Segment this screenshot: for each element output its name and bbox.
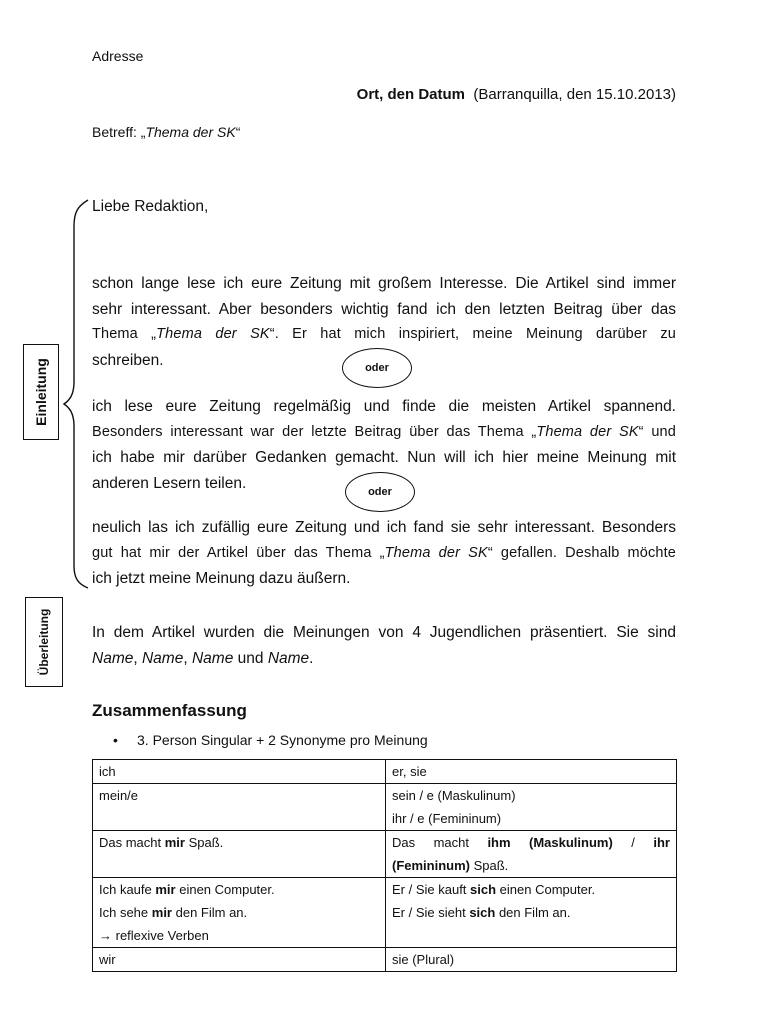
cell-text: Er / Sie kauft: [392, 882, 471, 897]
sep-1: ,: [133, 649, 142, 667]
table-cell: wir: [93, 948, 386, 972]
cell-line: [99, 901, 379, 924]
cell-text: Das macht: [99, 835, 165, 850]
oder-text-2: oder: [368, 486, 392, 498]
cell-text: Spaß.: [184, 835, 224, 850]
name-2: Name: [141, 649, 184, 667]
cell-line: [392, 901, 670, 924]
name-1: Name: [92, 649, 134, 667]
option1-line1: schon lange lese ich eure Zeitung mit großem Interesse. Die Artikel sind immer: [92, 275, 676, 292]
pronoun-table: [92, 759, 677, 972]
table-cell: sie (Plural): [386, 948, 677, 972]
cell-bold: ihr: [653, 835, 670, 850]
summary-bullet-text: 3. Person Singular + 2 Synonyme pro Meinung: [137, 732, 428, 748]
summary-heading: Zusammenfassung: [92, 701, 247, 720]
name-3: Name: [191, 649, 234, 667]
cell-bold: (Maskulinum): [529, 835, 613, 850]
table-cell: mein/e: [93, 784, 386, 831]
ueberleitung-label: [25, 597, 63, 687]
option3-line2: [92, 541, 676, 567]
ueberleitung-text: Überleitung: [37, 608, 51, 676]
and-word: und: [233, 649, 268, 667]
cell-text: Er / Sie sieht: [392, 905, 470, 920]
table-row: [93, 878, 677, 948]
oder-oval-1: [342, 348, 412, 388]
cell-text: /: [631, 835, 635, 850]
option1-line4: schreiben.: [92, 351, 164, 369]
option2-line1: ich lese eure Zeitung regelmäßig und finde die meisten Artikel spannend.: [92, 398, 676, 415]
option1-line3: [92, 322, 676, 348]
table-row: [93, 948, 677, 972]
salutation: Liebe Redaktion,: [92, 198, 209, 215]
einleitung-text: Einleitung: [33, 358, 49, 426]
cell-bold: sich: [470, 882, 497, 897]
option2-line2-pre: Besonders interessant war der letzte Beitrag über das Thema „: [92, 423, 537, 440]
subject-suffix: “: [235, 124, 241, 140]
cell-text: Ich sehe: [99, 905, 152, 920]
cell-text: macht: [433, 835, 469, 850]
einleitung-label: [23, 344, 59, 440]
option1-line2: sehr interessant. Aber besonders wichtig fand ich den letzten Beitrag über das: [92, 300, 676, 318]
table-cell: ich: [93, 760, 386, 784]
table-row: [93, 760, 677, 784]
subject-prefix: Betreff: „: [92, 124, 146, 140]
cell-bold: sich: [469, 905, 496, 920]
summary-bullet: [113, 732, 428, 748]
table-cell: [93, 831, 386, 878]
table-cell: [93, 878, 386, 948]
curly-brace: [58, 196, 94, 592]
oder-oval-2: [345, 472, 415, 512]
option1-topic: Thema der SK: [156, 326, 270, 342]
option2-line3: ich habe mir darüber Gedanken gemacht. Nun will ich hier meine Meinung mit: [92, 449, 676, 466]
cell-bold: (Femininum): [392, 858, 470, 873]
cell-line: ihr / e (Femininum): [392, 811, 502, 826]
transition-line2: [92, 646, 676, 672]
cell-bold: ihm: [487, 835, 511, 850]
subject-line: [92, 124, 240, 140]
option1-line3-pre: Thema „: [92, 326, 157, 342]
table-cell: [386, 831, 677, 878]
table-cell: [386, 878, 677, 948]
transition-line1: In dem Artikel wurden die Meinungen von 4 Jugendlichen präsentiert. Sie sind: [92, 624, 676, 641]
address: Adresse: [92, 48, 144, 64]
table-cell: er, sie: [386, 760, 677, 784]
cell-text: einen Computer.: [496, 882, 596, 897]
cell-line: [392, 854, 670, 877]
option3-topic: Thema der SK: [384, 544, 488, 561]
cell-line: [99, 878, 379, 901]
option3-line3: ich jetzt meine Meinung dazu äußern.: [92, 570, 351, 587]
cell-text: Ich kaufe: [99, 882, 156, 897]
bullet-dot-icon: •: [113, 732, 118, 748]
cell-line: [392, 878, 670, 901]
cell-line: [392, 831, 670, 854]
period: .: [309, 649, 314, 667]
name-4: Name: [267, 649, 310, 667]
option1-line3-post: “. Er hat mich inspiriert, meine Meinung darüber zu: [269, 326, 676, 342]
subject-topic: Thema der SK: [145, 124, 236, 140]
option2-line2: [92, 420, 676, 446]
option2-topic: Thema der SK: [536, 423, 639, 440]
table-cell: [386, 784, 677, 831]
sep-2: ,: [183, 649, 192, 667]
place-date-label: Ort, den Datum: [356, 86, 466, 103]
cell-text: den Film an.: [495, 905, 571, 920]
cell-bold: mir: [164, 835, 185, 850]
option3-line2-post: “ gefallen. Deshalb möchte: [487, 544, 676, 561]
option2-line2-post: “ und: [638, 423, 676, 440]
cell-text: Spaß.: [470, 858, 509, 873]
transition-paragraph: [92, 620, 676, 671]
oder-text-1: oder: [365, 362, 389, 374]
option2-line4: anderen Lesern teilen.: [92, 474, 247, 492]
table-row: [93, 831, 677, 878]
cell-bold: mir: [155, 882, 176, 897]
option3-line1: neulich las ich zufällig eure Zeitung und ich fand sie sehr interessant. Besonders: [92, 519, 676, 536]
cell-line: → reflexive Verben: [99, 928, 209, 943]
option3-line2-pre: gut hat mir der Artikel über das Thema „: [92, 544, 385, 561]
cell-text: den Film an.: [172, 905, 248, 920]
cell-text: Das: [392, 835, 416, 850]
cell-bold: mir: [151, 905, 172, 920]
place-date-example: (Barranquilla, den 15.10.2013): [473, 86, 676, 103]
table-row: [93, 784, 677, 831]
intro-option-3: [92, 515, 676, 592]
cell-text: einen Computer.: [175, 882, 275, 897]
cell-line: sein / e (Maskulinum): [392, 788, 516, 803]
place-date-line: [357, 86, 676, 103]
